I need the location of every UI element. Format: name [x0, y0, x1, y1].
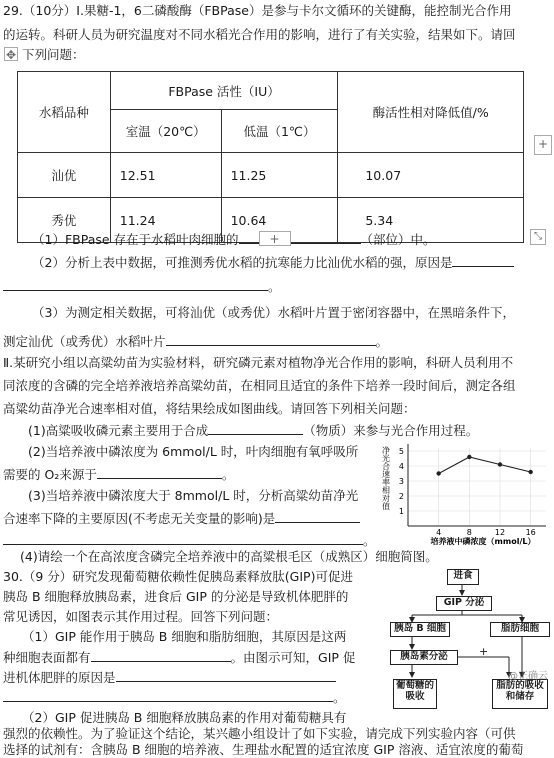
diagram-fat-cell: 脂肪细胞 [490, 622, 550, 637]
part2-line1: Ⅱ.某研究小组以高粱幼苗为实验材料，研究磷元素对植物净光合作用的影响，科研人员利用不 [3, 355, 514, 370]
cell-low: 10.64 [221, 198, 338, 243]
cell-low: 11.25 [221, 153, 338, 198]
part2-s1: (1)高粱吸收磷元素主要用于合成 （物质）来参与光合作用过程。 [28, 423, 479, 438]
y-tick-label: 3 [398, 477, 404, 486]
move-handle-icon[interactable]: ✥ [5, 48, 17, 62]
cell-drop: 10.07 [338, 153, 524, 198]
q29-q2: （2）分析上表中数据，可推测秀优水稻的抗寒能力比汕优水稻的强，原因是 [32, 253, 514, 271]
q29-line3: 下列问题： [22, 47, 85, 62]
diagram-fat-store: 脂肪的吸收和储存 [492, 679, 548, 709]
part2-s2a: (2)当培养液中磷浓度为 6mmol/L 时，叶肉细胞有氧呼吸所 [28, 444, 359, 459]
q30-q1d: 进机体肥胖的原因是 [3, 668, 336, 686]
y-tick-label: 2 [398, 492, 404, 501]
part2-s3-answer: 。 [3, 531, 376, 549]
fbpase-table [17, 71, 524, 243]
q30-q2c: 选择的试剂有：含胰岛 B 细胞的培养液、生理盐水配置的适宜浓度 GIP 溶液、适宜浓度的葡萄 [3, 742, 524, 757]
add-column-button[interactable]: + [534, 135, 552, 155]
part2-line3: 高粱幼苗净光合速率相对值，将结果绘成如图曲线。请回答下列相关问题： [3, 401, 416, 416]
series-line [439, 457, 531, 474]
q29-q1: （1）FBPase 存在于水稻叶肉细胞的 + （部位）中。 [32, 232, 436, 247]
part2-s3b: 合速率下降的主要原因(不考虑无关变量的影响)是 [3, 509, 360, 527]
q30-q1a: （1）GIP 能作用于胰岛 B 细胞和脂肪细胞，其原因是这两 [22, 629, 347, 644]
q30-line3: 常见诱因，如图表示其作用过程。回答下列问题： [3, 609, 279, 624]
cell-drop: 5.34 [338, 198, 524, 243]
diagram-glucose: 葡萄糖的吸收 [393, 679, 437, 709]
cell-name: 秀优 [18, 198, 111, 243]
q30-line1: 30.（9 分）研究发现葡萄糖依赖性促胰岛素释放肽(GIP)可促进 [3, 569, 353, 584]
x-tick-label: 16 [525, 528, 536, 537]
diagram-gip: GIP 分泌 [436, 596, 492, 611]
diagram-plus-sign: + [479, 645, 489, 658]
diagram-beta-cell: 胰岛 B 细胞 [390, 622, 450, 637]
x-tick-label: 4 [436, 528, 442, 537]
q29-q2-answer: 。 [3, 277, 281, 295]
data-point [436, 471, 440, 475]
header-room: 室温（20℃） [110, 110, 221, 153]
q29-q3b: 测定汕优（或秀优）水稻叶片 。 [3, 334, 389, 349]
x-tick-label: 12 [494, 528, 506, 537]
phosphorus-chart [381, 442, 551, 546]
q30-q1-answer: 。 [3, 688, 346, 706]
part2-line2: 同浓度的含磷的完全培养液培养高粱幼苗，在相同且适宜的条件下培养一段时间后，测定各组 [3, 378, 516, 393]
q30-line2: 胰岛 B 细胞释放胰岛素，进食后 GIP 的分泌是导致机体肥胖的 [3, 589, 349, 604]
q30-q2a: （2）GIP 促进胰岛 B 细胞释放胰岛素的作用对葡萄糖具有 [22, 710, 347, 725]
cell-room: 11.24 [110, 198, 221, 243]
data-point [467, 455, 471, 459]
q30-q2b: 强烈的依赖性。为了验证这个结论，某兴趣小组设计了如下实验，请完成下列实验内容（可供 [3, 726, 516, 741]
diagram-insulin: 胰岛素分泌 [390, 650, 458, 665]
y-tick-label: 1 [398, 507, 404, 516]
header-activity: FBPase 活性（IU） [110, 72, 338, 110]
data-point [498, 462, 502, 466]
watermark: @正确云 [508, 671, 548, 682]
y-tick-label: 5 [398, 447, 404, 456]
add-row-button[interactable]: + [259, 231, 291, 246]
data-point [528, 470, 532, 474]
table-row [18, 153, 524, 198]
q29-q3: （3）为测定相关数据，可将汕优（或秀优）水稻叶片置于密闭容器中，在黑暗条件下， [32, 305, 515, 320]
resize-icon[interactable]: ⤡ [530, 229, 546, 245]
x-tick-label: 8 [466, 528, 472, 537]
header-low: 低温（1℃） [221, 110, 338, 153]
y-tick-label: 4 [398, 462, 404, 471]
q29-line2: 的运转。科研人员为研究温度对不同水稻光合作用的影响，进行了有关实验，结果如下。请回 [3, 27, 516, 42]
q30-q1b: 种细胞表面都有 。由图示可知，GIP 促 [3, 650, 356, 665]
cell-name: 汕优 [18, 153, 111, 198]
cell-room: 12.51 [110, 153, 221, 198]
header-drop: 酶活性相对降低值/% [338, 72, 524, 153]
q29-line1: 29.（10分）Ⅰ.果糖-1，6二磷酸酶（FBPase）是参与卡尔文循环的关键酶，能控制光合作用 [3, 3, 512, 18]
header-variety: 水稻品种 [18, 72, 111, 153]
x-axis-label: 培养液中磷浓度（mmol/L） [430, 537, 536, 546]
y-axis-label: 净光合速率相对值 [381, 446, 391, 510]
part2-s2b: 需要的 O₂来源于 。 [3, 467, 235, 482]
diagram-eat: 进食 [447, 569, 479, 585]
part2-s3a: (3)当培养液中磷浓度大于 8mmol/L 时，分析高粱幼苗净光 [28, 488, 359, 503]
part2-s4: (4)请绘一个在高浓度含磷完全培养液中的高粱根毛区（成熟区）细胞简图。 [20, 549, 438, 564]
